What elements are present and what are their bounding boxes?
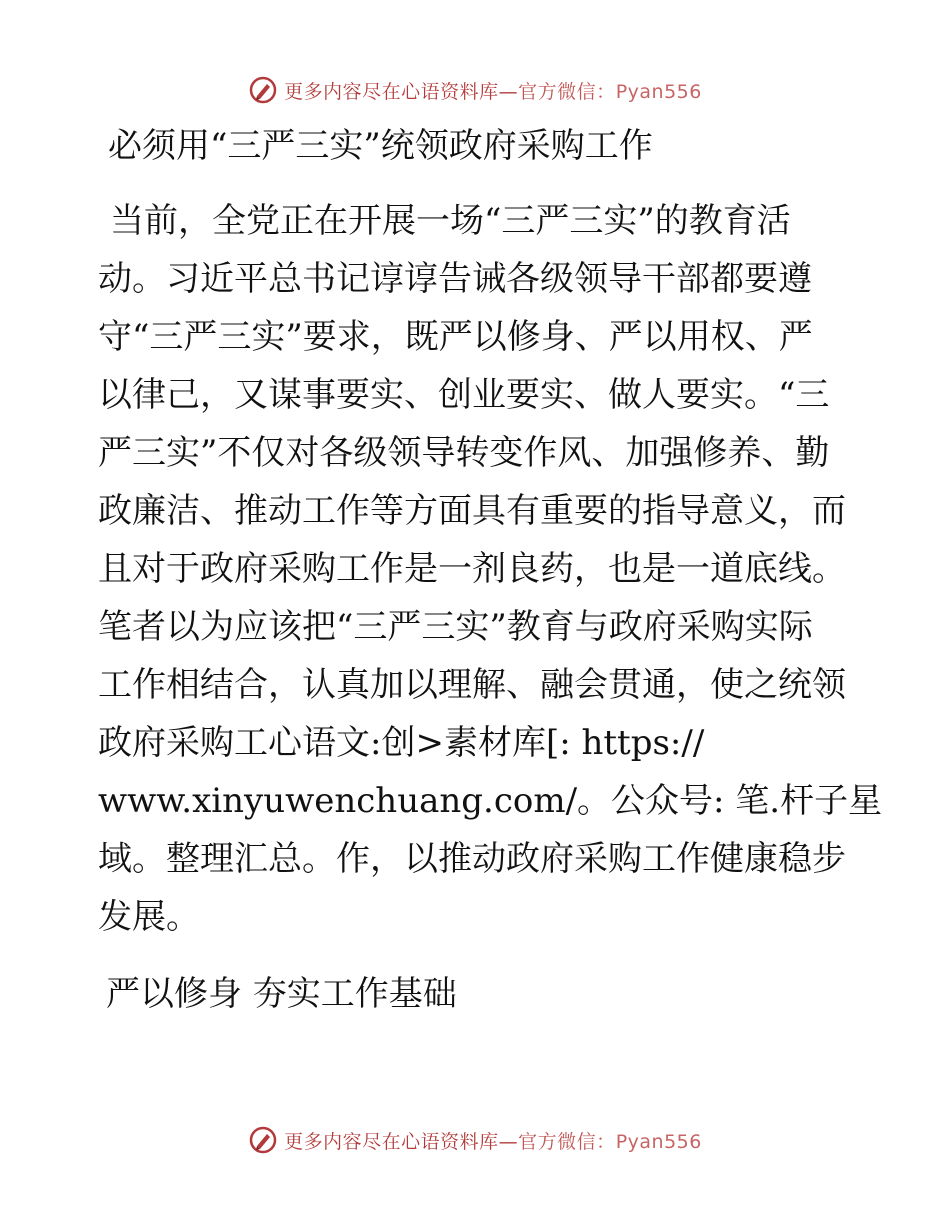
section-heading: 严以修身 夯实工作基础 — [106, 974, 457, 1014]
watermark-official: 官方微信： — [518, 1130, 616, 1153]
paragraph-line: 域。整理汇总。作，以推动政府采购工作健康稳步 — [98, 839, 846, 879]
paragraph-line: 发展。 — [98, 897, 200, 937]
pen-logo-icon — [248, 75, 278, 105]
watermark-header — [0, 70, 950, 110]
watermark-dash: — — [498, 80, 519, 103]
watermark-footer — [0, 1120, 950, 1160]
watermark-official: 官方微信： — [518, 80, 616, 103]
paragraph-line: 政府采购工心语文:创>素材库[: https:// — [98, 723, 705, 763]
paragraph-line: 守“三严三实”要求，既严以修身、严以用权、严 — [98, 317, 813, 357]
watermark-text — [284, 77, 702, 104]
paragraph-line: 当前，全党正在开展一场“三严三实”的教育活 — [110, 201, 791, 241]
paragraph-line: 笔者以为应该把“三严三实”教育与政府采购实际 — [98, 607, 813, 647]
body-paragraph — [98, 192, 883, 946]
watermark-wechat: Pyan556 — [615, 80, 702, 103]
watermark-text — [284, 1127, 702, 1154]
paragraph-line: 且对于政府采购工作是一剂良药，也是一道底线。 — [98, 549, 846, 589]
document-title: 必须用“三严三实”统领政府采购工作 — [108, 126, 653, 166]
paragraph-line: 政廉洁、推动工作等方面具有重要的指导意义，而 — [98, 491, 846, 531]
paragraph-line: 严三实”不仅对各级领导转变作风、加强修养、勤 — [98, 433, 830, 473]
watermark-wechat: Pyan556 — [615, 1130, 702, 1153]
paragraph-line: 工作相结合，认真加以理解、融会贯通，使之统领 — [98, 665, 846, 705]
paragraph-line: www.xinyuwenchuang.com/。公众号: 笔.杆子星 — [98, 781, 883, 821]
watermark-main: 更多内容尽在心语资料库 — [284, 80, 499, 103]
watermark-main: 更多内容尽在心语资料库 — [284, 1130, 499, 1153]
paragraph-line: 动。习近平总书记谆谆告诫各级领导干部都要遵 — [98, 259, 812, 299]
pen-logo-icon — [248, 1125, 278, 1155]
watermark-dash: — — [498, 1130, 519, 1153]
paragraph-line: 以律己，又谋事要实、创业要实、做人要实。“三 — [98, 375, 830, 415]
